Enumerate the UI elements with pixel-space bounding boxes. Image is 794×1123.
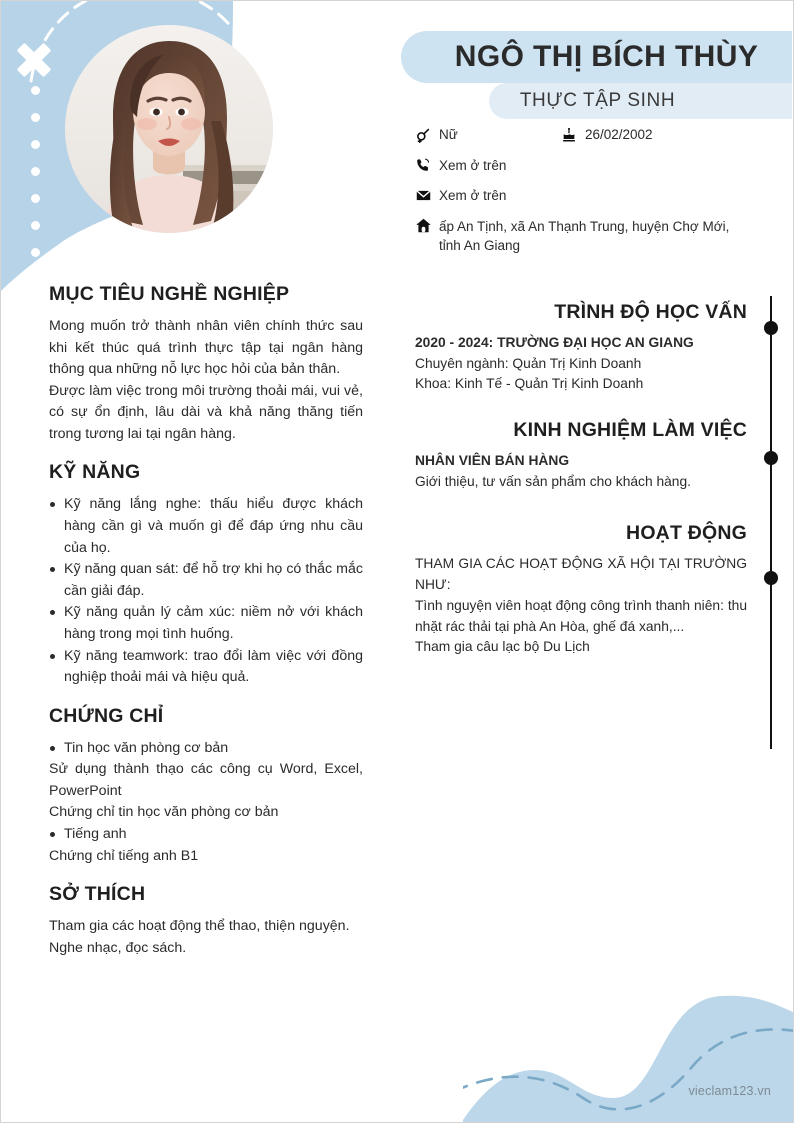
- gender-icon: [415, 126, 439, 144]
- section-hobbies: [49, 883, 363, 959]
- cake-icon: [561, 126, 585, 144]
- left-column: [49, 283, 363, 975]
- certificate-title: Tiếng anh: [49, 824, 363, 846]
- watermark: vieclam123.vn: [688, 1084, 771, 1098]
- skills-heading: KỸ NĂNG: [49, 461, 141, 484]
- birthday-value: 26/02/2002: [585, 127, 653, 142]
- section-activities: [415, 522, 747, 657]
- page-title: NGÔ THỊ BÍCH THÙY: [454, 40, 759, 73]
- phone-icon: [415, 156, 439, 174]
- skill-item: Kỹ năng quan sát: để hỗ trợ khi họ có thắc mắc cần giải đáp.: [49, 559, 363, 602]
- contact-row-gender-birthday: [415, 125, 761, 145]
- section-objective: [49, 283, 363, 445]
- phone-value: Xem ở trên: [439, 157, 507, 173]
- hobby-line: Tham gia các hoạt động thể thao, thiện nguyện.: [49, 918, 350, 935]
- certificate-line: Chứng chỉ tiếng anh B1: [49, 847, 199, 864]
- avatar-image: [65, 25, 273, 233]
- section-education: [415, 301, 747, 395]
- contact-row-email: [415, 186, 761, 206]
- dot-column-decoration: [31, 86, 40, 275]
- contact-row-address: [415, 217, 761, 256]
- education-heading: TRÌNH ĐỘ HỌC VẤN: [554, 301, 747, 323]
- contact-block: [415, 125, 761, 267]
- contact-row-phone: [415, 156, 761, 176]
- experience-heading: KINH NGHIỆM LÀM VIỆC: [513, 419, 747, 442]
- section-certificates: [49, 705, 363, 867]
- address-value: ấp An Tịnh, xã An Thạnh Trung, huyện Chợ Mới, tỉnh An Giang: [439, 218, 730, 254]
- timeline-line: [770, 296, 772, 749]
- home-icon: [415, 217, 439, 235]
- certificate-line: Sử dụng thành thạo các công cụ Word, Excel, PowerPoint: [49, 761, 363, 799]
- experience-position: NHÂN VIÊN BÁN HÀNG: [415, 453, 570, 469]
- email-value: Xem ở trên: [439, 188, 507, 204]
- timeline-dot-experience: [764, 451, 778, 465]
- objective-paragraph-1: Mong muốn trở thành nhân viên chính thức sau khi kết thúc quá trình thực tập tại ngân hàng thông qua những nỗ lực học hỏi của bản thân.: [49, 318, 363, 378]
- objective-heading: MỤC TIÊU NGHỀ NGHIỆP: [49, 283, 290, 305]
- certificates-heading: CHỨNG CHỈ: [49, 704, 164, 727]
- skill-item: Kỹ năng teamwork: trao đổi làm việc với đồng nghiệp thoải mái và hiệu quả.: [49, 646, 363, 689]
- section-skills: [49, 461, 363, 688]
- activities-line: Tham gia câu lạc bộ Du Lịch: [415, 639, 590, 655]
- job-title: THỰC TẬP SINH: [519, 90, 676, 111]
- activities-line: THAM GIA CÁC HOẠT ĐỘNG XÃ HỘI TẠI TRƯỜNG NHƯ:: [415, 556, 747, 593]
- job-title-banner: [489, 83, 792, 119]
- x-mark-icon: [13, 39, 55, 81]
- hobby-line: Nghe nhạc, đọc sách.: [49, 939, 187, 956]
- gender-value: Nữ: [439, 127, 458, 142]
- skill-item: Kỹ năng quản lý cảm xúc: niềm nở với khách hàng trong mọi tình huống.: [49, 602, 363, 645]
- skill-item: Kỹ năng lắng nghe: thấu hiểu được khách hàng cần gì và muốn gì để đáp ứng nhu cầu của họ.: [49, 494, 363, 559]
- contact-birthday: [561, 125, 653, 145]
- envelope-icon: [415, 186, 439, 204]
- activities-heading: HOẠT ĐỘNG: [626, 522, 747, 545]
- activities-line: Tình nguyện viên hoạt động công trình thanh niên: thu nhặt rác thải tại phà An Hòa, ghế đá xanh,...: [415, 597, 747, 634]
- certificate-line: Chứng chỉ tin học văn phòng cơ bản: [49, 804, 279, 821]
- name-banner: [401, 31, 792, 83]
- avatar: [65, 25, 273, 233]
- section-experience: [415, 419, 747, 492]
- education-school: 2020 - 2024: TRƯỜNG ĐẠI HỌC AN GIANG: [415, 335, 694, 350]
- contact-gender: [415, 125, 561, 145]
- right-column: [415, 301, 747, 676]
- timeline-dot-education: [764, 321, 778, 335]
- education-line: Chuyên ngành: Quản Trị Kinh Doanh: [415, 355, 642, 371]
- certificate-title: Tin học văn phòng cơ bản: [49, 738, 363, 760]
- education-line: Khoa: Kinh Tế - Quản Trị Kinh Doanh: [415, 376, 644, 392]
- experience-line: Giới thiệu, tư vấn sản phẩm cho khách hàng.: [415, 473, 691, 489]
- timeline-dot-activities: [764, 571, 778, 585]
- hobbies-heading: SỞ THÍCH: [49, 883, 146, 906]
- objective-paragraph-2: Được làm việc trong môi trường thoải mái, vui vẻ, có sự ổn định, lâu dài và khả năng thăng tiến trong tương lai tại ngân hàng.: [49, 382, 363, 442]
